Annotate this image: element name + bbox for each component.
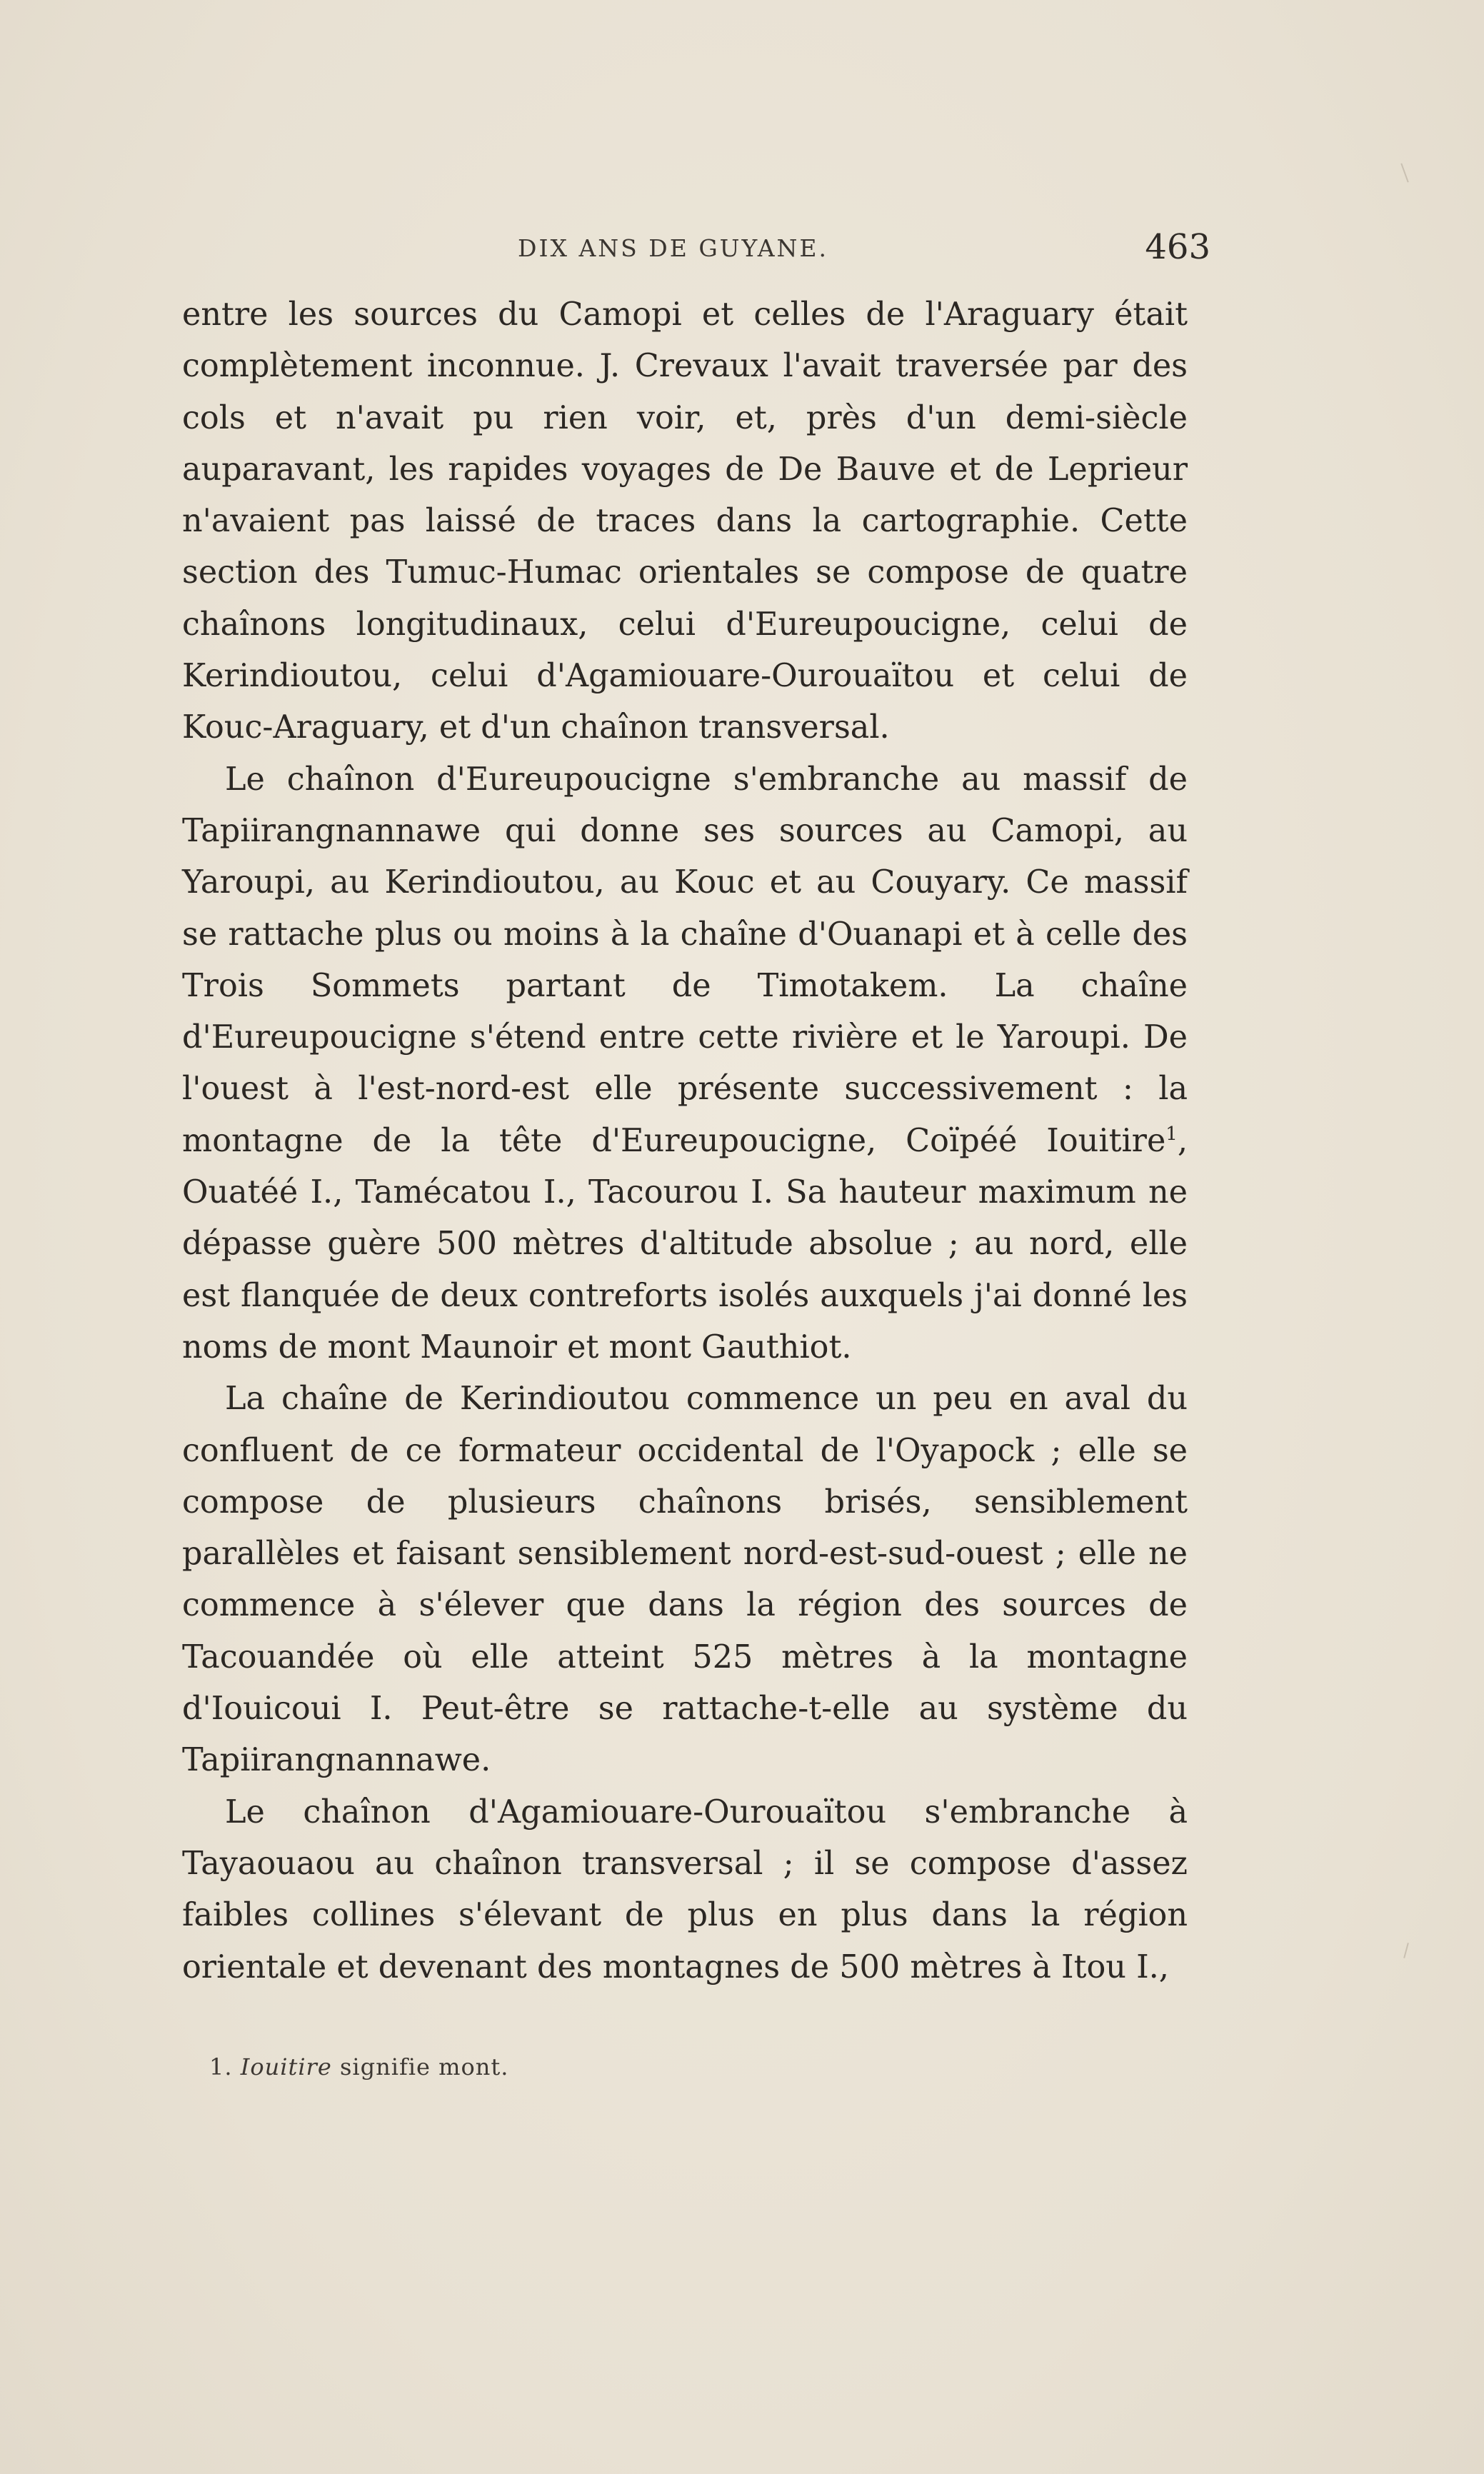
footnote-number: 1. [209,2053,233,2080]
paragraph-2-text-b: , Ouatéé I., Tamécatou I., Tacourou I. Sa hauteur maximum ne dépasse guère 500 mètres d'altitude absolue ; au nord, elle est flanquée de deux contreforts isolés auxquels j'ai donné les noms de mont Maunoir et mont Gauthiot. [182,1122,1188,1366]
margin-mark [1400,164,1408,183]
footnote-reference[interactable]: 1 [1165,1123,1178,1145]
page-header [182,227,1210,270]
running-title: DIX ANS DE GUYANE. [518,234,828,262]
paragraph-4: Le chaînon d'Agamiouare-Ourouaïtou s'embranche à Tayaouaou au chaînon transversal ; il se compose d'assez faibles collines s'élevant de plus en plus dans la région orientale et devenant des montagnes de 500 mètres à Itou I., [182,1793,1188,1985]
margin-mark [1403,1943,1409,1958]
footnote [209,2053,508,2080]
footnote-text: signifie mont. [331,2053,509,2080]
paragraph-1: entre les sources du Camopi et celles de l'Araguary était complètement inconnue. J. Crevaux l'avait traversée par des cols et n'avait pu rien voir, et, près d'un demi-siècle auparavant, les rapides voyages de De Bauve et de Leprieur n'avaient pas laissé de traces dans la cartographie. Cette section des Tumuc-Humac orientales se compose de quatre chaînons longitudinaux, celui d'Eureupoucigne, celui de Kerindioutou, celui d'Agamiouare-Ourouaïtou et celui de Kouc-Araguary, et d'un chaînon transversal. [182,296,1188,746]
paragraph-3: La chaîne de Kerindioutou commence un peu en aval du confluent de ce formateur occidental de l'Oyapock ; elle se compose de plusieurs chaînons brisés, sensiblement parallèles et faisant sensiblement nord-est-sud-ouest ; elle ne commence à s'élever que dans la région des sources de Tacouandée où elle atteint 525 mètres à la montagne d'Iouicoui I. Peut-être se rattache-t-elle au système du Tapiirangnannawe. [182,1381,1188,1779]
body-text [182,289,1188,1993]
paragraph-2-text-a: Le chaînon d'Eureupoucigne s'embranche au massif de Tapiirangnannawe qui donne ses sources au Camopi, au Yaroupi, au Kerindioutou, au Kouc et au Couyary. Ce massif se rattache plus ou moins à la chaîne d'Ouanapi et à celle des Trois Sommets partant de Timotakem. La chaîne d'Eureupoucigne s'étend entre cette rivière et le Yaroupi. De l'ouest à l'est-nord-est elle présente successivement : la montagne de la tête d'Eureupoucigne, Coïpéé Iouitire [182,761,1188,1159]
paragraph-2 [182,754,1188,1374]
footnote-term: Iouitire [240,2053,332,2080]
page-number: 463 [1145,227,1210,267]
